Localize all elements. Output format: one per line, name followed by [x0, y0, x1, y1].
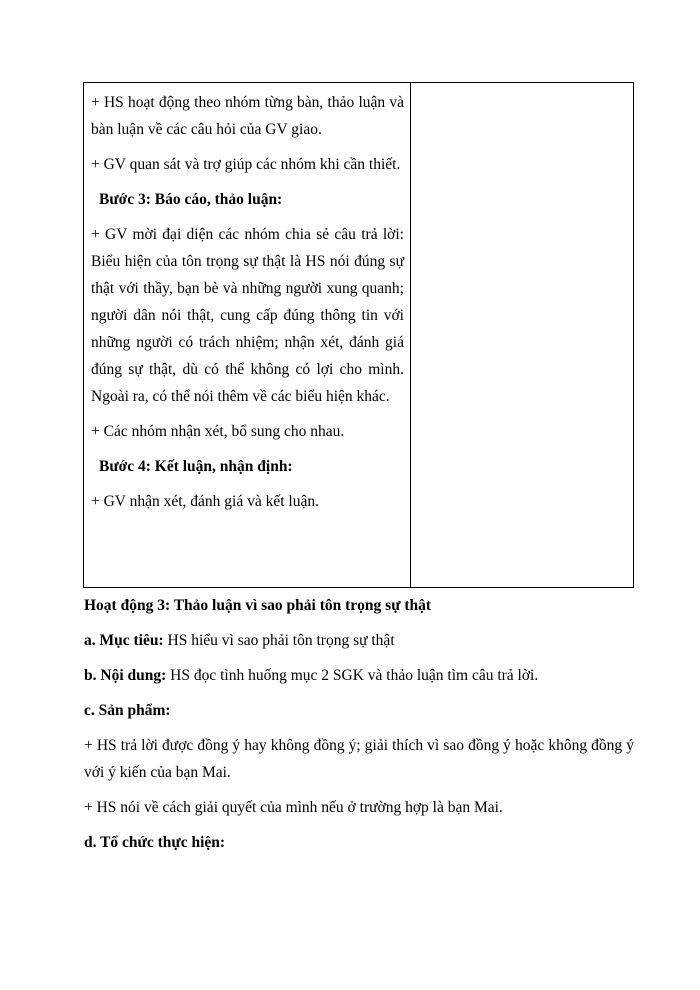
teacher-student-activity-cell	[84, 83, 411, 587]
product-item-2: + HS nói về cách giải quyết của mình nếu ở trường hợp là bạn Mai.	[84, 799, 503, 816]
activity-heading: Hoạt động 3: Thảo luận vì sao phải tôn trọng sự thật	[84, 597, 432, 614]
content-text: HS đọc tình huống mục 2 SGK và thảo luận tìm câu trả lời.	[166, 667, 539, 684]
paragraph-group-discussion: + HS hoạt động theo nhóm từng bàn, thảo luận và bàn luận về các câu hỏi của GV giao.	[91, 94, 404, 138]
paragraph-conclusion: + GV nhận xét, đánh giá và kết luận.	[91, 493, 319, 510]
content-label: b. Nội dung:	[84, 667, 167, 684]
organize-label: d. Tổ chức thực hiện:	[84, 834, 226, 851]
paragraph-peer-feedback: + Các nhóm nhận xét, bổ sung cho nhau.	[91, 423, 345, 440]
step-4-heading: Bước 4: Kết luận, nhận định:	[99, 458, 293, 475]
goal-line	[84, 627, 634, 654]
goal-text: HS hiểu vì sao phải tôn trọng sự thật	[163, 632, 395, 649]
product-item-1: + HS trả lời được đồng ý hay không đồng ý; giải thích vì sao đồng ý hoặc không đồng ý với ý kiến của bạn Mai.	[84, 737, 634, 781]
step-3-heading: Bước 3: Báo cáo, thảo luận:	[99, 191, 283, 208]
content-line	[84, 662, 634, 689]
paragraph-report: + GV mời đại diện các nhóm chia sẻ câu trả lời: Biểu hiện của tôn trọng sự thật là HS nói đúng sự thật với thầy, bạn bè và những người xung quanh; người dân nói thật, cung cấp đúng thông tin với những người có trách nhiệm; nhận xét, đánh giá đúng sự thật, dù có thể không có lợi cho mình. Ngoài ra, có thể nói thêm về các biểu hiện khác.	[91, 226, 404, 405]
expected-outcome-cell	[411, 83, 633, 587]
product-label: c. Sản phẩm:	[84, 702, 171, 719]
goal-label: a. Mục tiêu:	[84, 632, 164, 649]
activity-3-section	[84, 592, 634, 864]
paragraph-teacher-observe: + GV quan sát và trợ giúp các nhóm khi cần thiết.	[91, 156, 401, 173]
lesson-table	[83, 82, 634, 588]
